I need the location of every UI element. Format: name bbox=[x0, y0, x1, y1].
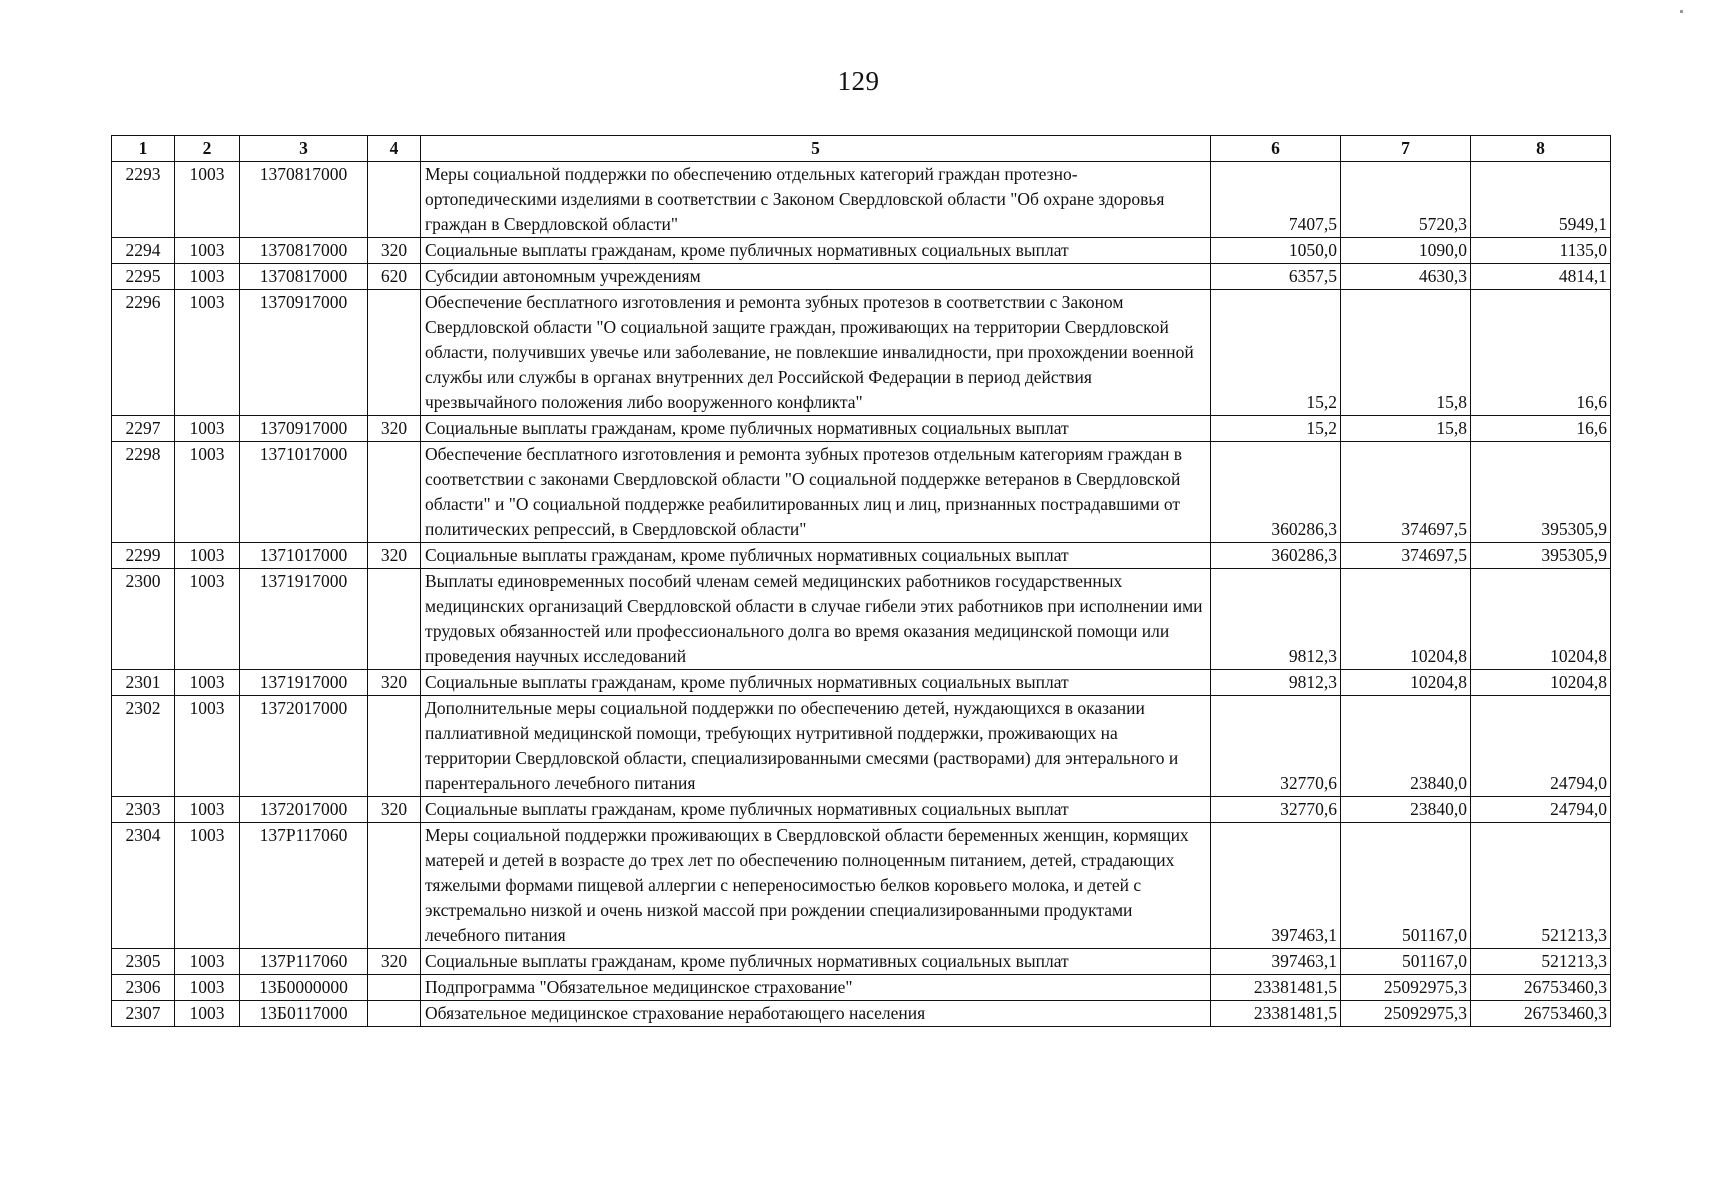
item-name: Выплаты единовременных пособий членам семей медицинских работников государственных медицинских организаций Свердловской области в случае гибели этих работников при исполнении ими трудовых обязанностей или профессионального долга во время оказания медицинской помощи или проведения научных исследований bbox=[421, 569, 1211, 670]
table-row bbox=[112, 569, 1611, 670]
target-article-code: 1370917000 bbox=[240, 290, 368, 416]
target-article-code: 1370817000 bbox=[240, 162, 368, 238]
item-name: Меры социальной поддержки по обеспечению отдельных категорий граждан протезно-ортопедическими изделиями в соответствии с Законом Свердловской области "Об охране здоровья граждан в Свердловской области" bbox=[421, 162, 1211, 238]
amount-col-6: 9812,3 bbox=[1211, 569, 1341, 670]
row-number: 2306 bbox=[112, 975, 175, 1001]
header-cell: 8 bbox=[1471, 136, 1611, 162]
amount-col-8: 1135,0 bbox=[1471, 238, 1611, 264]
amount-col-6: 360286,3 bbox=[1211, 442, 1341, 543]
header-cell: 1 bbox=[112, 136, 175, 162]
table-row bbox=[112, 823, 1611, 949]
target-article-code: 1372017000 bbox=[240, 797, 368, 823]
amount-col-7: 5720,3 bbox=[1341, 162, 1471, 238]
table-row bbox=[112, 670, 1611, 696]
row-number: 2294 bbox=[112, 238, 175, 264]
amount-col-8: 10204,8 bbox=[1471, 569, 1611, 670]
amount-col-8: 16,6 bbox=[1471, 290, 1611, 416]
table-row bbox=[112, 543, 1611, 569]
expense-type-code bbox=[368, 290, 421, 416]
table-row bbox=[112, 797, 1611, 823]
section-code: 1003 bbox=[175, 264, 240, 290]
target-article-code: 1371017000 bbox=[240, 442, 368, 543]
item-name: Обеспечение бесплатного изготовления и ремонта зубных протезов в соответствии с Законом Свердловской области "О социальной защите граждан, проживающих на территории Свердловской области, получивших увечье или заболевание, не повлекшие инвалидности, при прохождении военной службы или службы в органах внутренних дел Российской Федерации в период действия чрезвычайного положения либо вооруженного конфликта" bbox=[421, 290, 1211, 416]
table-row bbox=[112, 416, 1611, 442]
row-number: 2304 bbox=[112, 823, 175, 949]
expense-type-code: 320 bbox=[368, 238, 421, 264]
item-name: Меры социальной поддержки проживающих в Свердловской области беременных женщин, кормящих матерей и детей в возрасте до трех лет по обеспечению полноценным питанием, детей, страдающих тяжелыми формами пищевой аллергии с непереносимостью белков коровьего молока, и детей с экстремально низкой и очень низкой массой при рождении специализированными продуктами лечебного питания bbox=[421, 823, 1211, 949]
item-name: Социальные выплаты гражданам, кроме публичных нормативных социальных выплат bbox=[421, 797, 1211, 823]
amount-col-6: 9812,3 bbox=[1211, 670, 1341, 696]
amount-col-8: 521213,3 bbox=[1471, 823, 1611, 949]
expense-type-code bbox=[368, 823, 421, 949]
amount-col-7: 374697,5 bbox=[1341, 442, 1471, 543]
amount-col-8: 16,6 bbox=[1471, 416, 1611, 442]
row-number: 2296 bbox=[112, 290, 175, 416]
table-row bbox=[112, 975, 1611, 1001]
amount-col-6: 1050,0 bbox=[1211, 238, 1341, 264]
amount-col-8: 26753460,3 bbox=[1471, 1001, 1611, 1027]
row-number: 2297 bbox=[112, 416, 175, 442]
amount-col-7: 15,8 bbox=[1341, 416, 1471, 442]
table-row bbox=[112, 290, 1611, 416]
row-number: 2295 bbox=[112, 264, 175, 290]
expense-type-code bbox=[368, 162, 421, 238]
target-article-code: 13Б0117000 bbox=[240, 1001, 368, 1027]
amount-col-7: 501167,0 bbox=[1341, 823, 1471, 949]
header-row bbox=[112, 136, 1611, 162]
target-article-code: 1371917000 bbox=[240, 670, 368, 696]
table-row bbox=[112, 442, 1611, 543]
target-article-code: 1371917000 bbox=[240, 569, 368, 670]
amount-col-6: 397463,1 bbox=[1211, 823, 1341, 949]
expense-type-code bbox=[368, 442, 421, 543]
amount-col-7: 23840,0 bbox=[1341, 696, 1471, 797]
expense-type-code: 320 bbox=[368, 416, 421, 442]
header-cell: 4 bbox=[368, 136, 421, 162]
expense-type-code bbox=[368, 1001, 421, 1027]
expense-type-code bbox=[368, 696, 421, 797]
amount-col-6: 397463,1 bbox=[1211, 949, 1341, 975]
item-name: Социальные выплаты гражданам, кроме публичных нормативных социальных выплат bbox=[421, 238, 1211, 264]
target-article-code: 137P117060 bbox=[240, 949, 368, 975]
amount-col-7: 1090,0 bbox=[1341, 238, 1471, 264]
amount-col-7: 10204,8 bbox=[1341, 670, 1471, 696]
amount-col-6: 360286,3 bbox=[1211, 543, 1341, 569]
table-row bbox=[112, 696, 1611, 797]
section-code: 1003 bbox=[175, 442, 240, 543]
table-row bbox=[112, 1001, 1611, 1027]
amount-col-6: 15,2 bbox=[1211, 290, 1341, 416]
amount-col-8: 395305,9 bbox=[1471, 543, 1611, 569]
table-row bbox=[112, 162, 1611, 238]
section-code: 1003 bbox=[175, 1001, 240, 1027]
scan-speck bbox=[1680, 10, 1683, 13]
expense-type-code: 320 bbox=[368, 543, 421, 569]
item-name: Социальные выплаты гражданам, кроме публичных нормативных социальных выплат bbox=[421, 949, 1211, 975]
amount-col-7: 374697,5 bbox=[1341, 543, 1471, 569]
item-name: Обязательное медицинское страхование неработающего населения bbox=[421, 1001, 1211, 1027]
section-code: 1003 bbox=[175, 823, 240, 949]
expense-type-code: 320 bbox=[368, 797, 421, 823]
amount-col-6: 6357,5 bbox=[1211, 264, 1341, 290]
amount-col-8: 24794,0 bbox=[1471, 696, 1611, 797]
section-code: 1003 bbox=[175, 162, 240, 238]
amount-col-7: 10204,8 bbox=[1341, 569, 1471, 670]
page-number: 129 bbox=[837, 66, 880, 96]
section-code: 1003 bbox=[175, 416, 240, 442]
row-number: 2293 bbox=[112, 162, 175, 238]
item-name: Социальные выплаты гражданам, кроме публичных нормативных социальных выплат bbox=[421, 416, 1211, 442]
expense-type-code: 620 bbox=[368, 264, 421, 290]
section-code: 1003 bbox=[175, 670, 240, 696]
target-article-code: 1372017000 bbox=[240, 696, 368, 797]
target-article-code: 1370817000 bbox=[240, 264, 368, 290]
section-code: 1003 bbox=[175, 238, 240, 264]
row-number: 2305 bbox=[112, 949, 175, 975]
amount-col-7: 501167,0 bbox=[1341, 949, 1471, 975]
header-cell: 2 bbox=[175, 136, 240, 162]
amount-col-6: 7407,5 bbox=[1211, 162, 1341, 238]
amount-col-7: 15,8 bbox=[1341, 290, 1471, 416]
section-code: 1003 bbox=[175, 949, 240, 975]
header-cell: 6 bbox=[1211, 136, 1341, 162]
target-article-code: 1371017000 bbox=[240, 543, 368, 569]
header-cell: 5 bbox=[421, 136, 1211, 162]
row-number: 2307 bbox=[112, 1001, 175, 1027]
budget-table bbox=[111, 135, 1611, 1027]
row-number: 2302 bbox=[112, 696, 175, 797]
item-name: Социальные выплаты гражданам, кроме публичных нормативных социальных выплат bbox=[421, 670, 1211, 696]
target-article-code: 137P117060 bbox=[240, 823, 368, 949]
amount-col-7: 25092975,3 bbox=[1341, 975, 1471, 1001]
amount-col-6: 32770,6 bbox=[1211, 696, 1341, 797]
expense-type-code bbox=[368, 569, 421, 670]
item-name: Субсидии автономным учреждениям bbox=[421, 264, 1211, 290]
section-code: 1003 bbox=[175, 696, 240, 797]
amount-col-8: 395305,9 bbox=[1471, 442, 1611, 543]
item-name: Социальные выплаты гражданам, кроме публичных нормативных социальных выплат bbox=[421, 543, 1211, 569]
table-body bbox=[112, 162, 1611, 1027]
header-cell: 3 bbox=[240, 136, 368, 162]
expense-type-code: 320 bbox=[368, 949, 421, 975]
amount-col-8: 24794,0 bbox=[1471, 797, 1611, 823]
amount-col-8: 26753460,3 bbox=[1471, 975, 1611, 1001]
amount-col-7: 25092975,3 bbox=[1341, 1001, 1471, 1027]
header-cell: 7 bbox=[1341, 136, 1471, 162]
amount-col-8: 4814,1 bbox=[1471, 264, 1611, 290]
amount-col-8: 5949,1 bbox=[1471, 162, 1611, 238]
section-code: 1003 bbox=[175, 290, 240, 416]
table-row bbox=[112, 238, 1611, 264]
expense-type-code: 320 bbox=[368, 670, 421, 696]
target-article-code: 13Б0000000 bbox=[240, 975, 368, 1001]
amount-col-8: 10204,8 bbox=[1471, 670, 1611, 696]
amount-col-6: 15,2 bbox=[1211, 416, 1341, 442]
section-code: 1003 bbox=[175, 569, 240, 670]
target-article-code: 1370817000 bbox=[240, 238, 368, 264]
amount-col-6: 23381481,5 bbox=[1211, 1001, 1341, 1027]
row-number: 2299 bbox=[112, 543, 175, 569]
expense-type-code bbox=[368, 975, 421, 1001]
amount-col-6: 23381481,5 bbox=[1211, 975, 1341, 1001]
item-name: Обеспечение бесплатного изготовления и ремонта зубных протезов отдельным категориям граждан в соответствии с законами Свердловской области "О социальной поддержке ветеранов в Свердловской области" и "О социальной поддержке реабилитированных лиц и лиц, признанных пострадавшими от политических репрессий, в Свердловской области" bbox=[421, 442, 1211, 543]
table-header bbox=[112, 136, 1611, 162]
row-number: 2298 bbox=[112, 442, 175, 543]
amount-col-6: 32770,6 bbox=[1211, 797, 1341, 823]
item-name: Дополнительные меры социальной поддержки по обеспечению детей, нуждающихся в оказании паллиативной медицинской помощи, требующих нутритивной поддержки, проживающих на территории Свердловской области, специализированными смесями (растворами) для энтерального и парентерального лечебного питания bbox=[421, 696, 1211, 797]
row-number: 2301 bbox=[112, 670, 175, 696]
row-number: 2303 bbox=[112, 797, 175, 823]
amount-col-7: 4630,3 bbox=[1341, 264, 1471, 290]
amount-col-7: 23840,0 bbox=[1341, 797, 1471, 823]
table-row bbox=[112, 264, 1611, 290]
target-article-code: 1370917000 bbox=[240, 416, 368, 442]
section-code: 1003 bbox=[175, 543, 240, 569]
table-row bbox=[112, 949, 1611, 975]
section-code: 1003 bbox=[175, 797, 240, 823]
amount-col-8: 521213,3 bbox=[1471, 949, 1611, 975]
item-name: Подпрограмма "Обязательное медицинское страхование" bbox=[421, 975, 1211, 1001]
section-code: 1003 bbox=[175, 975, 240, 1001]
row-number: 2300 bbox=[112, 569, 175, 670]
